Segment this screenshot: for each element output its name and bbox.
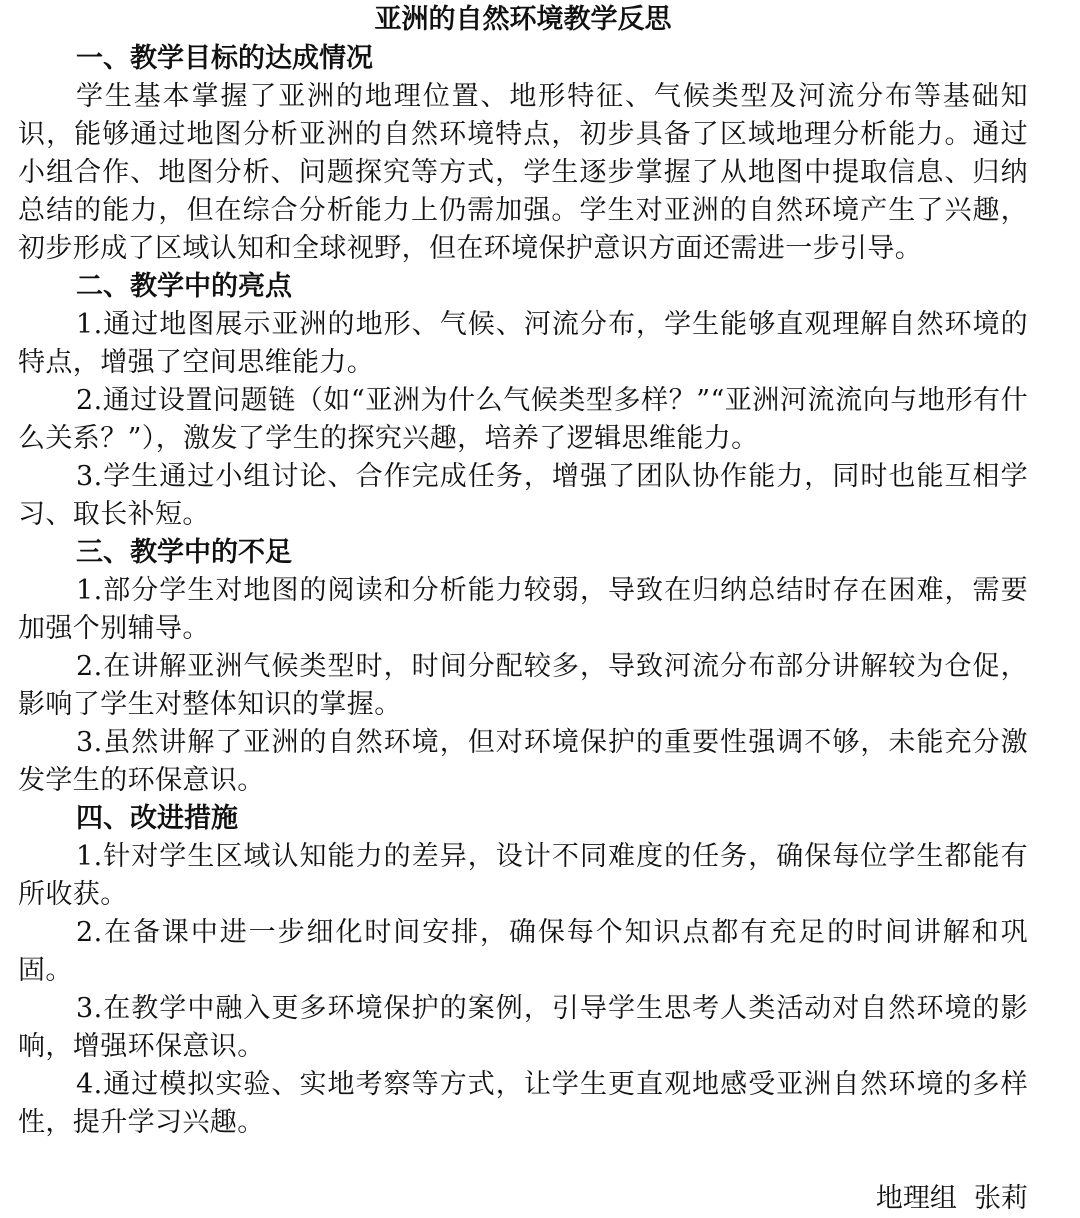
paragraph: 3.在教学中融入更多环境保护的案例，引导学生思考人类活动对自然环境的影响，增强环保意识。: [18, 993, 1028, 1062]
paragraph: 2.在讲解亚洲气候类型时，时间分配较多，导致河流分布部分讲解较为仓促，影响了学生对整体知识的掌握。: [18, 651, 1028, 720]
paragraph: 4.通过模拟实验、实地考察等方式，让学生更直观地感受亚洲自然环境的多样性，提升学习兴趣。: [18, 1069, 1028, 1138]
section-heading: 二、教学中的亮点: [76, 271, 292, 302]
section-heading: 一、教学目标的达成情况: [76, 43, 373, 74]
paragraph: 2.通过设置问题链（如“亚洲为什么气候类型多样？”“亚洲河流流向与地形有什么关系？”），激发了学生的探究兴趣，培养了逻辑思维能力。: [18, 385, 1028, 454]
paragraph: 1.通过地图展示亚洲的地形、气候、河流分布，学生能够直观理解自然环境的特点，增强了空间思维能力。: [18, 309, 1028, 378]
section-shortcomings: [18, 534, 1028, 800]
paragraph: 1.针对学生区域认知能力的差异，设计不同难度的任务，确保每位学生都能有所收获。: [18, 841, 1028, 910]
section-heading: 三、教学中的不足: [76, 537, 292, 568]
section-goals: [18, 40, 1028, 268]
section-improvements: [18, 800, 1028, 1142]
paragraph: 3.学生通过小组讨论、合作完成任务，增强了团队协作能力，同时也能互相学习、取长补短。: [18, 461, 1028, 530]
paragraph: 学生基本掌握了亚洲的地理位置、地形特征、气候类型及河流分布等基础知识，能够通过地图分析亚洲的自然环境特点，初步具备了区域地理分析能力。通过小组合作、地图分析、问题探究等方式，学生逐步掌握了从地图中提取信息、归纳总结的能力，但在综合分析能力上仍需加强。学生对亚洲的自然环境产生了兴趣，初步形成了区域认知和全球视野，但在环境保护意识方面还需进一步引导。: [18, 81, 1028, 264]
paragraph: 3.虽然讲解了亚洲的自然环境，但对环境保护的重要性强调不够，未能充分激发学生的环保意识。: [18, 727, 1028, 796]
paragraph: 1.部分学生对地图的阅读和分析能力较弱，导致在归纳总结时存在困难，需要加强个别辅导。: [18, 575, 1028, 644]
document-page: [18, 0, 1028, 1142]
section-heading: 四、改进措施: [76, 803, 238, 834]
section-highlights: [18, 268, 1028, 534]
paragraph: 2.在备课中进一步细化时间安排，确保每个知识点都有充足的时间讲解和巩固。: [18, 917, 1028, 986]
signature: 地理组 张莉: [875, 1183, 1028, 1214]
document-title: 亚洲的自然环境教学反思: [374, 4, 672, 35]
